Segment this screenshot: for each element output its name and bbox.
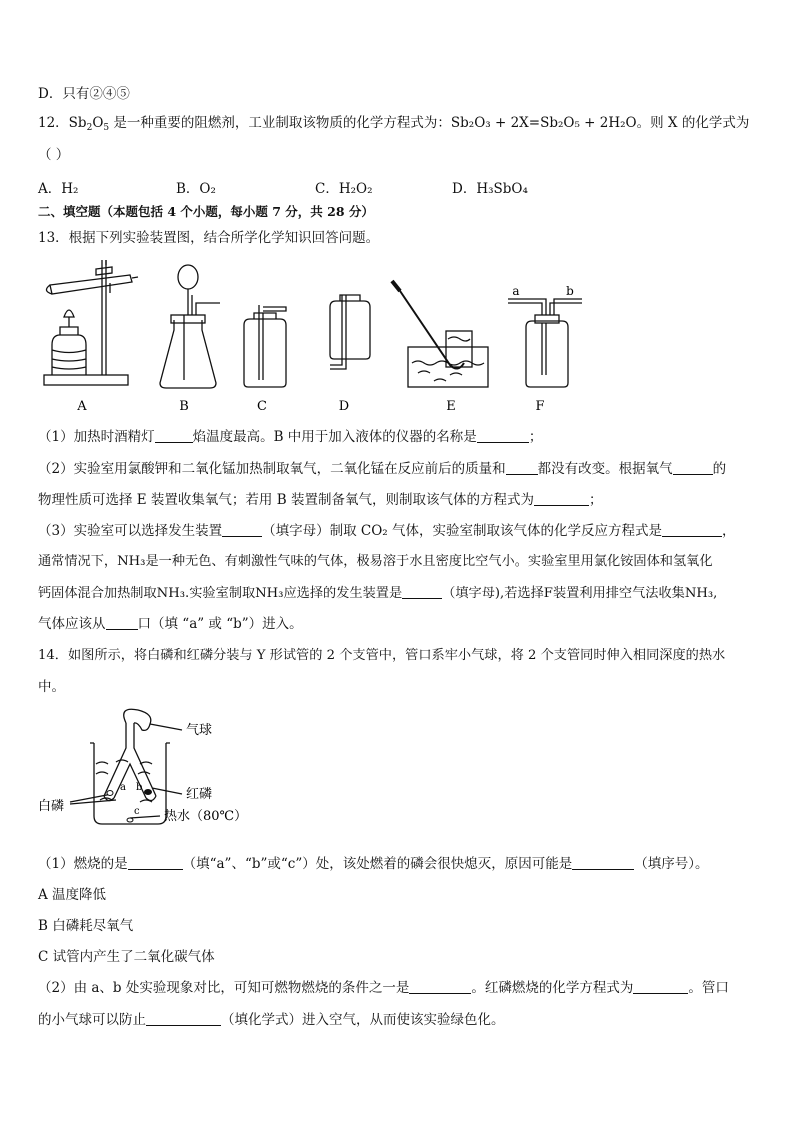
blank[interactable]	[477, 428, 529, 443]
q13-p3-g: 气体应该从	[38, 616, 106, 632]
blank[interactable]	[402, 584, 442, 599]
blank[interactable]	[572, 855, 634, 870]
q12-stem-mid: 是一种重要的阻燃剂，工业制取该物质的化学方程式为：Sb₂O₃ + 2X=Sb₂O₅ + 2H₂O。则 X 的化学式为	[109, 115, 750, 131]
q14-p2-line2	[38, 1011, 505, 1029]
q14-p2-line1	[38, 979, 729, 997]
blank[interactable]	[534, 491, 589, 506]
q13-p3-c: ，	[721, 523, 736, 539]
blank[interactable]	[662, 522, 722, 537]
apparatus-a	[44, 260, 138, 385]
blank[interactable]	[506, 460, 538, 475]
beaker	[94, 743, 166, 824]
q13-p3-line1	[38, 522, 735, 540]
blank[interactable]	[222, 522, 262, 537]
q13-p3-h: 口（填 “a” 或 “b”）进入。	[137, 616, 303, 632]
blank[interactable]	[106, 615, 138, 630]
label-balloon: 气球	[186, 723, 213, 738]
q13-p1	[38, 428, 542, 446]
q14-choice-b: B 白磷耗尽氧气	[38, 918, 134, 934]
q13-p3-b: （填字母）制取 CO₂ 气体，实验室制取该气体的化学反应方程式是	[262, 523, 662, 539]
q13-apparatus-figure	[30, 255, 630, 420]
q12-stem-text: 12．$Sb_2O_5$	[38, 115, 110, 133]
q14-choice-c: C 试管内产生了二氧化碳气体	[38, 949, 215, 965]
port-label-a: a	[512, 284, 520, 298]
q14-p1	[38, 855, 709, 873]
q13-p3-line4	[38, 615, 303, 633]
q13-p3-a: （3）实验室可以选择发生装置	[38, 523, 223, 539]
q12-paren: （ ）	[38, 147, 70, 163]
apparatus-d	[330, 295, 370, 369]
apparatus-label-e: E	[446, 399, 456, 414]
blank[interactable]	[155, 428, 193, 443]
q14-stem-2: 中。	[38, 679, 65, 695]
apparatus-b	[160, 265, 220, 388]
balloon	[124, 709, 151, 730]
q13-p3-f: （填字母),若选择F装置利用排空气法收集NH₃,	[442, 586, 718, 601]
y-tube	[104, 723, 156, 798]
blank[interactable]	[633, 979, 688, 994]
q11-option-d: D．只有②④⑤	[38, 86, 130, 102]
q14-p2-a: （2）由 a、b 处实验现象对比，可知可燃物燃烧的条件之一是	[38, 980, 410, 996]
q14-p1-b: （填“a”、“b”或“c”）处，该处燃着的磷会很快熄灭，原因可能是	[182, 856, 573, 872]
blank[interactable]	[673, 460, 713, 475]
q14-choice-a: A 温度降低	[38, 887, 107, 903]
q13-p3-line2: 通常情况下，NH₃是一种无色、有刺激性气味的气体，极易溶于水且密度比空气小。实验室里用氯化铵固体和氢氧化	[38, 554, 713, 569]
label-white-phosphorus: 白磷	[38, 799, 65, 814]
label-hot-water: 热水（80℃）	[164, 809, 248, 824]
q13-p2-b: 都没有改变。根据氧气	[537, 461, 673, 477]
q14-p2-d: 的小气球可以防止	[38, 1012, 146, 1028]
red-phosphorus	[144, 789, 152, 795]
q13-p2-a: （2）实验室用氯酸钾和二氧化锰加热制取氧气，二氧化锰在反应前后的质量和	[38, 461, 506, 477]
apparatus-label-a: A	[77, 399, 87, 414]
q13-p2-line2	[38, 491, 602, 509]
q14-p2-e: （填化学式）进入空气，从而使该实验绿色化。	[221, 1012, 505, 1028]
apparatus-c	[244, 305, 286, 387]
q13-p2-d: 物理性质可选择 E 装置收集氧气；若用 B 装置制备氧气，则制取该气体的方程式为	[38, 492, 534, 508]
q14-y-tube-figure	[30, 708, 290, 833]
label-a: a	[120, 782, 126, 793]
q12-stem	[38, 114, 749, 137]
q14-stem-1: 14．如图所示，将白磷和红磷分装与 Y 形试管的 2 个支管中，管口系牢小气球，将 2 个支管同时伸入相同深度的热水	[38, 648, 726, 663]
q13-p1-c: ；	[528, 429, 543, 445]
q14-p1-c: （填序号）。	[634, 856, 709, 872]
apparatus-e	[392, 281, 488, 387]
section-title: 二、填空题（本题包括 4 个小题，每小题 7 分，共 28 分）	[38, 204, 374, 219]
q13-p2-e: ；	[588, 492, 603, 508]
label-c: c	[134, 806, 140, 817]
q13-p3-line3	[38, 584, 717, 603]
q14-p2-c: 。管口	[688, 980, 729, 996]
white-phosphorus	[107, 791, 113, 796]
q13-p3-e: 钙固体混合加热制取NH₃.实验室制取NH₃应选择的发生装置是	[38, 586, 403, 601]
white-phosphorus-c	[127, 818, 133, 822]
q12-option-d: D．H₃SbO₄	[452, 181, 528, 197]
apparatus-label-c: C	[257, 399, 267, 414]
port-label-b: b	[566, 284, 574, 298]
q12-option-b: B．O₂	[176, 181, 216, 197]
blank[interactable]	[409, 979, 471, 994]
q14-p2-b: 。红磷燃烧的化学方程式为	[471, 980, 634, 996]
q13-p1-b: 焰温度最高。B 中用于加入液体的仪器的名称是	[192, 429, 477, 445]
q13-p1-a: （1）加热时酒精灯	[38, 429, 155, 445]
label-b: b	[136, 782, 143, 793]
apparatus-f	[508, 299, 582, 387]
apparatus-label-b: B	[179, 399, 189, 414]
apparatus-label-f: F	[535, 399, 545, 414]
q13-stem: 13．根据下列实验装置图，结合所学化学知识回答问题。	[38, 230, 380, 246]
apparatus-label-d: D	[338, 399, 350, 414]
q13-p2-line1	[38, 460, 726, 478]
label-red-phosphorus: 红磷	[186, 787, 213, 802]
blank[interactable]	[128, 855, 183, 870]
q14-p1-a: （1）燃烧的是	[38, 856, 128, 872]
q12-option-c: C．H₂O₂	[315, 181, 373, 197]
q13-p2-c: 的	[712, 461, 727, 477]
blank[interactable]	[146, 1011, 221, 1026]
q12-option-a: A．H₂	[38, 181, 79, 197]
